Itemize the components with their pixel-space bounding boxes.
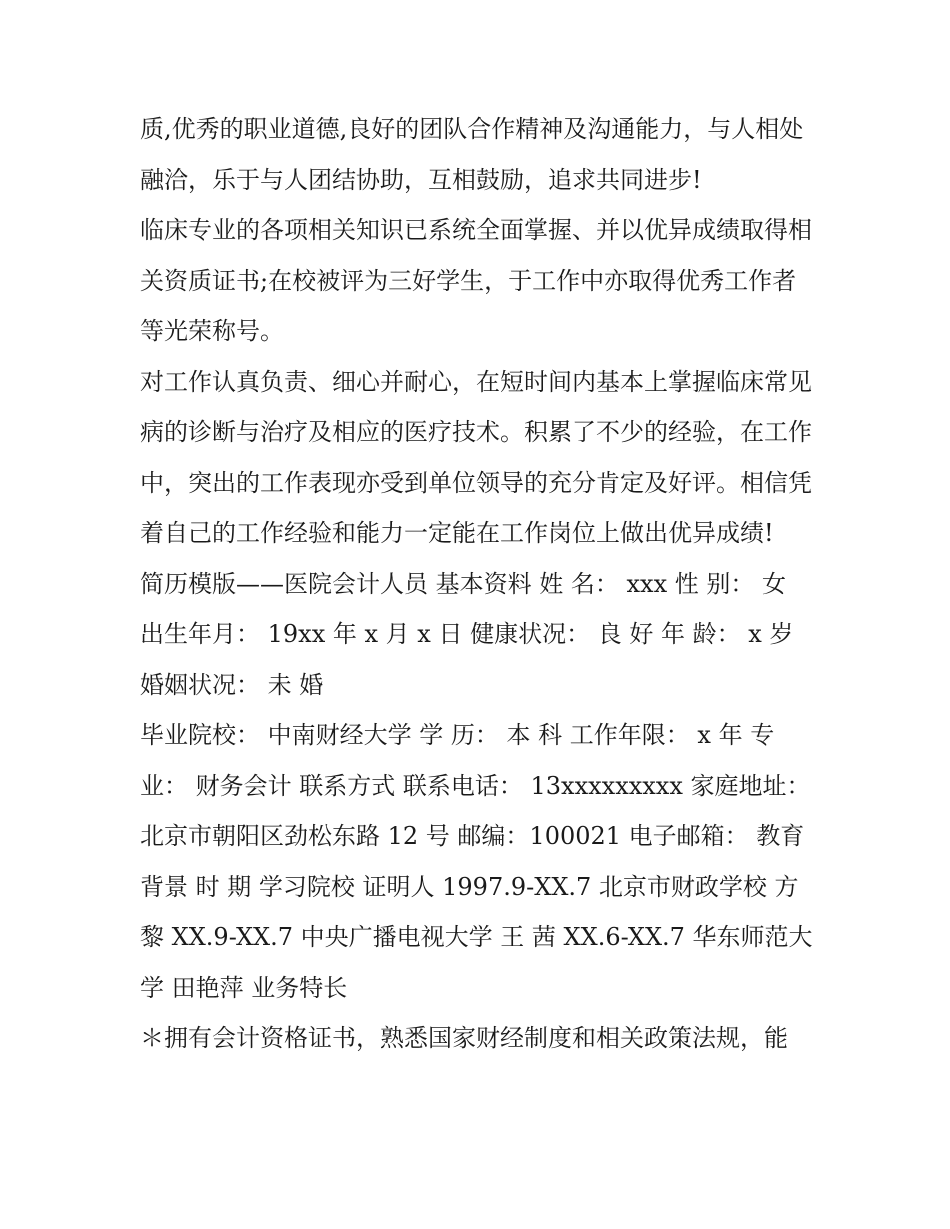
paragraph-specialties: ＊拥有会计资格证书，熟悉国家财经制度和相关政策法规，能 [140, 1024, 788, 1052]
document-body [140, 104, 819, 1064]
paragraph-clinical-knowledge: 临床专业的各项相关知识已系统全面掌握、并以优异成绩取得相关资质证书;在校被评为三好学生，于工作中亦取得优秀工作者等光荣称号。 [140, 216, 812, 345]
paragraph-work-attitude: 对工作认真负责、细心并耐心，在短时间内基本上掌握临床常见病的诊断与治疗及相应的医疗技术。积累了不少的经验，在工作中，突出的工作表现亦受到单位领导的充分肯定及好评。相信凭着自己的工作经验和能力一定能在工作岗位上做出优异成绩! [140, 367, 812, 547]
paragraph-basic-info: 简历模版——医院会计人员 基本资料 姓 名： xxx 性 别： 女 出生年月： 19xx 年 x 月 x 日 健康状况： 良 好 年 龄： x 岁 婚姻状况： 未 婚 [140, 569, 802, 699]
paragraph-qualities: 质,优秀的职业道德,良好的团队合作精神及沟通能力，与人相处融洽，乐于与人团结协助，互相鼓励，追求共同进步! [140, 115, 804, 194]
paragraph-education-contact: 毕业院校： 中南财经大学 学 历： 本 科 工作年限： x 年 专业： 财务会计 联系方式 联系电话： 13xxxxxxxxx 家庭地址： 北京市朝阳区劲松东路 12 号 邮编：100021 电子邮箱： 教育背景 时 期 学习院校 证明人 1997.9-XX.7 北京市财政学校 方 黎 XX.9-XX.7 中央广播电视大学 王 茜 XX.6-XX.7 华东师范大学 田艳萍 业务特长 [140, 721, 819, 1002]
